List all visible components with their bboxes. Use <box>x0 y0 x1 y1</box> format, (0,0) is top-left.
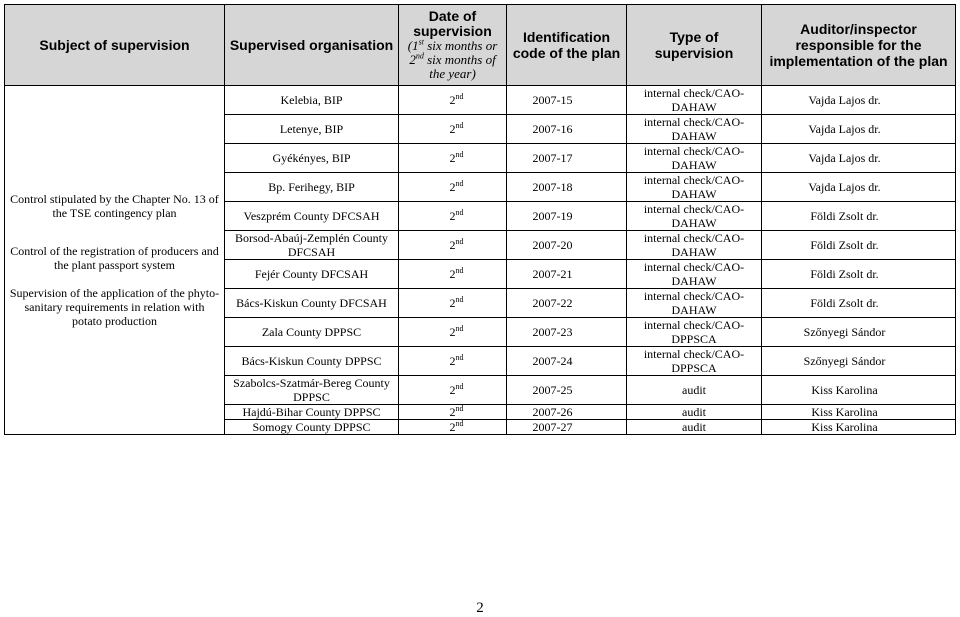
organisation-cell: Kelebia, BIP <box>225 86 399 115</box>
date-cell: 2nd <box>399 202 507 231</box>
organisation-cell: Fejér County DFCSAH <box>225 260 399 289</box>
type-cell: internal check/CAO-DPPSCA <box>627 347 762 376</box>
subject-tse-control: Control stipulated by the Chapter No. 13 of the TSE contingency plan <box>10 192 219 220</box>
auditor-cell: Földi Zsolt dr. <box>762 202 956 231</box>
auditor-cell: Földi Zsolt dr. <box>762 260 956 289</box>
supervision-plan-table <box>4 4 956 435</box>
auditor-cell: Földi Zsolt dr. <box>762 231 956 260</box>
header-date-title: Date of supervision <box>413 8 492 39</box>
header-date <box>399 5 507 86</box>
date-cell: 2nd <box>399 260 507 289</box>
type-cell: internal check/CAO-DAHAW <box>627 144 762 173</box>
type-cell: audit <box>627 420 762 435</box>
header-code: Identification code of the plan <box>507 5 627 86</box>
code-cell: 2007-21 <box>507 260 627 289</box>
date-cell: 2nd <box>399 318 507 347</box>
auditor-cell: Vajda Lajos dr. <box>762 173 956 202</box>
date-cell: 2nd <box>399 420 507 435</box>
header-row <box>5 5 956 86</box>
organisation-cell: Somogy County DPPSC <box>225 420 399 435</box>
subject-cell <box>5 86 225 435</box>
organisation-cell: Veszprém County DFCSAH <box>225 202 399 231</box>
code-cell: 2007-15 <box>507 86 627 115</box>
date-cell: 2nd <box>399 231 507 260</box>
organisation-cell: Zala County DPPSC <box>225 318 399 347</box>
date-cell: 2nd <box>399 405 507 420</box>
header-type: Type of supervision <box>627 5 762 86</box>
subject-registration-control: Control of the registration of producers and the plant passport system <box>10 244 219 272</box>
auditor-cell: Szőnyegi Sándor <box>762 347 956 376</box>
date-cell: 2nd <box>399 144 507 173</box>
type-cell: audit <box>627 376 762 405</box>
code-cell: 2007-17 <box>507 144 627 173</box>
organisation-cell: Gyékényes, BIP <box>225 144 399 173</box>
date-cell: 2nd <box>399 376 507 405</box>
code-cell: 2007-25 <box>507 376 627 405</box>
auditor-cell: Vajda Lajos dr. <box>762 144 956 173</box>
auditor-cell: Kiss Karolina <box>762 405 956 420</box>
code-cell: 2007-26 <box>507 405 627 420</box>
type-cell: internal check/CAO-DAHAW <box>627 115 762 144</box>
organisation-cell: Letenye, BIP <box>225 115 399 144</box>
auditor-cell: Szőnyegi Sándor <box>762 318 956 347</box>
auditor-cell: Földi Zsolt dr. <box>762 289 956 318</box>
code-cell: 2007-23 <box>507 318 627 347</box>
code-cell: 2007-19 <box>507 202 627 231</box>
type-cell: internal check/CAO-DAHAW <box>627 202 762 231</box>
code-cell: 2007-22 <box>507 289 627 318</box>
code-cell: 2007-20 <box>507 231 627 260</box>
auditor-cell: Vajda Lajos dr. <box>762 86 956 115</box>
type-cell: internal check/CAO-DAHAW <box>627 231 762 260</box>
auditor-cell: Kiss Karolina <box>762 376 956 405</box>
date-cell: 2nd <box>399 347 507 376</box>
auditor-cell: Kiss Karolina <box>762 420 956 435</box>
type-cell: internal check/CAO-DAHAW <box>627 260 762 289</box>
organisation-cell: Bács-Kiskun County DFCSAH <box>225 289 399 318</box>
date-cell: 2nd <box>399 115 507 144</box>
organisation-cell: Hajdú-Bihar County DPPSC <box>225 405 399 420</box>
type-cell: audit <box>627 405 762 420</box>
organisation-cell: Bp. Ferihegy, BIP <box>225 173 399 202</box>
date-cell: 2nd <box>399 86 507 115</box>
table-body <box>5 86 956 435</box>
code-cell: 2007-27 <box>507 420 627 435</box>
date-cell: 2nd <box>399 173 507 202</box>
date-cell: 2nd <box>399 289 507 318</box>
type-cell: internal check/CAO-DAHAW <box>627 289 762 318</box>
header-date-subtitle: (1st six months or 2nd six months of the year) <box>407 37 498 81</box>
page-number: 2 <box>476 600 484 616</box>
organisation-cell: Bács-Kiskun County DPPSC <box>225 347 399 376</box>
subject-potato-supervision: Supervision of the application of the phyto-sanitary requirements in relation with potato production <box>9 286 220 328</box>
type-cell: internal check/CAO-DAHAW <box>627 86 762 115</box>
type-cell: internal check/CAO-DAHAW <box>627 173 762 202</box>
table-row <box>5 86 956 115</box>
header-auditor: Auditor/inspector responsible for the implementation of the plan <box>762 5 956 86</box>
code-cell: 2007-16 <box>507 115 627 144</box>
header-subject: Subject of supervision <box>5 5 225 86</box>
header-organisation: Supervised organisation <box>225 5 399 86</box>
code-cell: 2007-18 <box>507 173 627 202</box>
table-header <box>5 5 956 86</box>
organisation-cell: Szabolcs-Szatmár-Bereg County DPPSC <box>225 376 399 405</box>
organisation-cell: Borsod-Abaúj-Zemplén County DFCSAH <box>225 231 399 260</box>
auditor-cell: Vajda Lajos dr. <box>762 115 956 144</box>
code-cell: 2007-24 <box>507 347 627 376</box>
type-cell: internal check/CAO-DPPSCA <box>627 318 762 347</box>
